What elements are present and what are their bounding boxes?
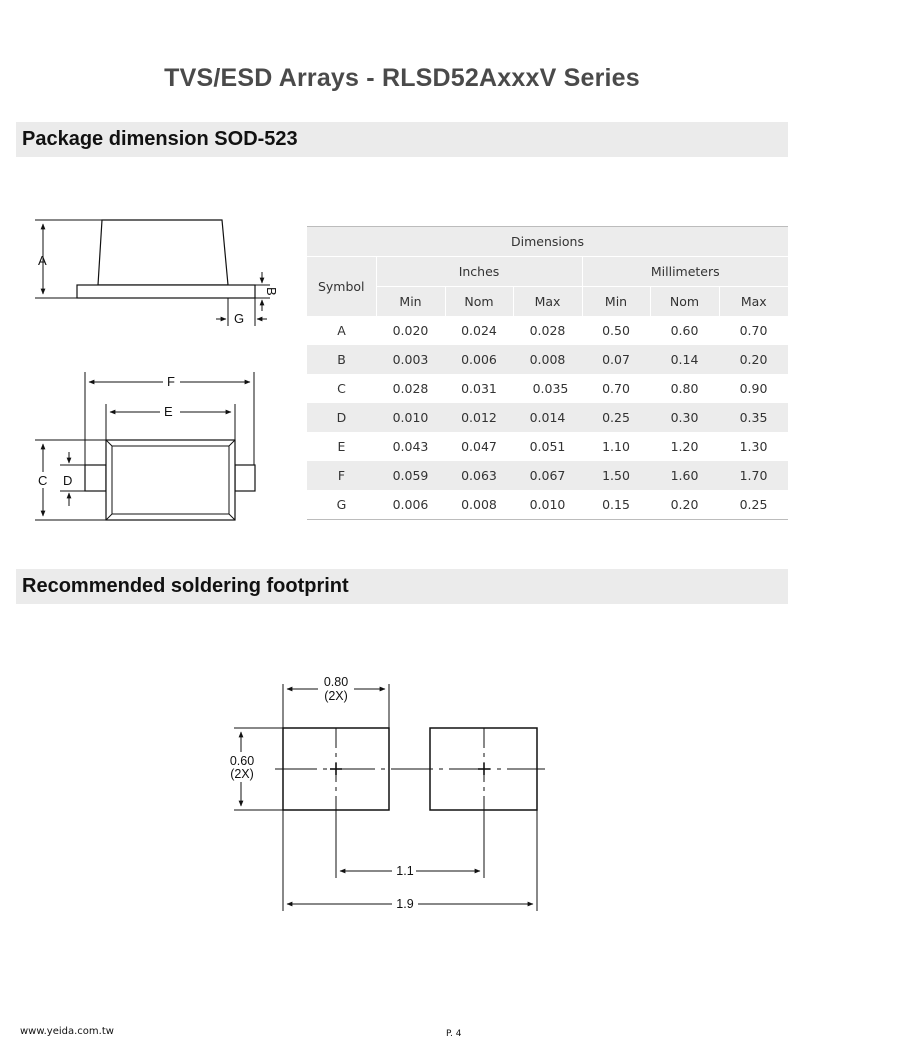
page-title: TVS/ESD Arrays - RLSD52AxxxV Series	[164, 64, 640, 92]
table-row	[307, 461, 788, 490]
table-cell: 1.10	[602, 439, 630, 454]
table-cell: 0.20	[719, 345, 788, 374]
table-cell-symbol: A	[337, 323, 346, 338]
footer-page-number: P. 4	[446, 1029, 462, 1039]
side-view-drawing	[30, 210, 280, 340]
dim-label-b: B	[264, 287, 279, 296]
table-subheader: Max	[719, 287, 788, 317]
table-cell: 0.003	[376, 345, 445, 374]
dim-label-g: G	[234, 311, 245, 326]
table-cell: 0.020	[392, 323, 429, 338]
package-body-top	[106, 440, 235, 520]
dim-pad-height-qty: (2X)	[230, 767, 254, 781]
footer-website: www.yeida.com.tw	[20, 1026, 114, 1037]
table-cell: 0.010	[376, 403, 445, 432]
table-cell: 0.010	[513, 490, 582, 520]
table-cell: 0.25	[582, 403, 650, 432]
dim-center-spacing: 1.1	[396, 864, 414, 878]
table-subheader: Nom	[650, 287, 719, 317]
table-cell: 0.028	[529, 323, 566, 338]
table-cell-symbol: E	[337, 439, 346, 454]
table-cell: 1.50	[582, 461, 650, 490]
table-cell: 0.008	[445, 490, 513, 520]
dim-label-d: D	[63, 473, 73, 488]
table-row	[307, 316, 788, 345]
table-cell: 0.008	[513, 345, 582, 374]
section-title-package: Package dimension SOD-523	[22, 128, 298, 150]
section-header-package	[16, 122, 788, 157]
package-body-side	[98, 220, 228, 285]
table-cell: 0.70	[739, 323, 768, 338]
package-lead-side	[77, 285, 255, 298]
dim-label-a: A	[38, 253, 47, 268]
table-cell: 0.035	[532, 381, 569, 396]
table-subheader: Min	[376, 287, 445, 317]
table-cell: 0.012	[445, 403, 513, 432]
table-cell: 0.006	[376, 490, 445, 520]
table-cell: 0.20	[650, 490, 719, 520]
table-cell: 0.043	[392, 439, 429, 454]
table-cell: 0.059	[376, 461, 445, 490]
table-cell: 0.90	[739, 381, 768, 396]
dim-label-f: F	[167, 374, 175, 389]
table-row	[307, 345, 788, 374]
table-cell: 0.15	[582, 490, 650, 520]
top-view-drawing	[30, 368, 280, 528]
table-cell-symbol: C	[337, 381, 346, 396]
table-cell: 0.047	[461, 439, 497, 454]
table-cell: 0.25	[719, 490, 788, 520]
table-row	[307, 432, 788, 461]
table-subheader: Max	[513, 287, 582, 317]
table-subheader: Min	[582, 287, 650, 317]
dimensions-table	[307, 226, 788, 520]
table-header-inches: Inches	[376, 257, 582, 287]
dim-pad-height: 0.60	[229, 754, 255, 768]
dim-pad-width-qty: (2X)	[324, 689, 348, 703]
table-row	[307, 374, 788, 403]
table-row	[307, 403, 788, 432]
dim-pad-width: 0.80	[323, 675, 349, 689]
table-cell-symbol: B	[307, 345, 376, 374]
footprint-drawing	[220, 668, 560, 918]
table-subheader: Nom	[445, 287, 513, 317]
section-header-footprint	[16, 569, 788, 604]
package-lead-right	[235, 465, 255, 491]
table-cell: 0.60	[670, 323, 699, 338]
table-cell: 0.35	[719, 403, 788, 432]
table-cell: 1.30	[739, 439, 768, 454]
section-title-footprint: Recommended soldering footprint	[22, 575, 349, 597]
table-cell: 0.028	[392, 381, 429, 396]
table-row	[307, 490, 788, 520]
package-lead-left	[85, 465, 106, 491]
table-cell: 0.014	[513, 403, 582, 432]
table-cell: 0.14	[650, 345, 719, 374]
table-cell: 1.20	[670, 439, 699, 454]
table-cell: 1.60	[650, 461, 719, 490]
dim-overall-length: 1.9	[396, 897, 414, 911]
table-header-dimensions: Dimensions	[307, 227, 788, 257]
table-cell: 0.30	[650, 403, 719, 432]
table-cell-symbol: D	[307, 403, 376, 432]
table-cell: 0.031	[461, 381, 497, 396]
table-header-symbol: Symbol	[307, 257, 376, 317]
table-cell: 1.70	[719, 461, 788, 490]
table-cell: 0.07	[582, 345, 650, 374]
dim-label-e: E	[164, 404, 173, 419]
table-header-mm: Millimeters	[582, 257, 788, 287]
table-cell: 0.067	[513, 461, 582, 490]
table-cell: 0.051	[529, 439, 566, 454]
table-cell: 0.70	[602, 381, 630, 396]
table-cell: 0.50	[602, 323, 630, 338]
table-cell: 0.006	[445, 345, 513, 374]
dim-label-c: C	[38, 473, 48, 488]
table-cell-symbol: F	[307, 461, 376, 490]
table-cell: 0.024	[461, 323, 497, 338]
table-cell: 0.063	[445, 461, 513, 490]
table-cell-symbol: G	[307, 490, 376, 520]
table-cell: 0.80	[670, 381, 699, 396]
